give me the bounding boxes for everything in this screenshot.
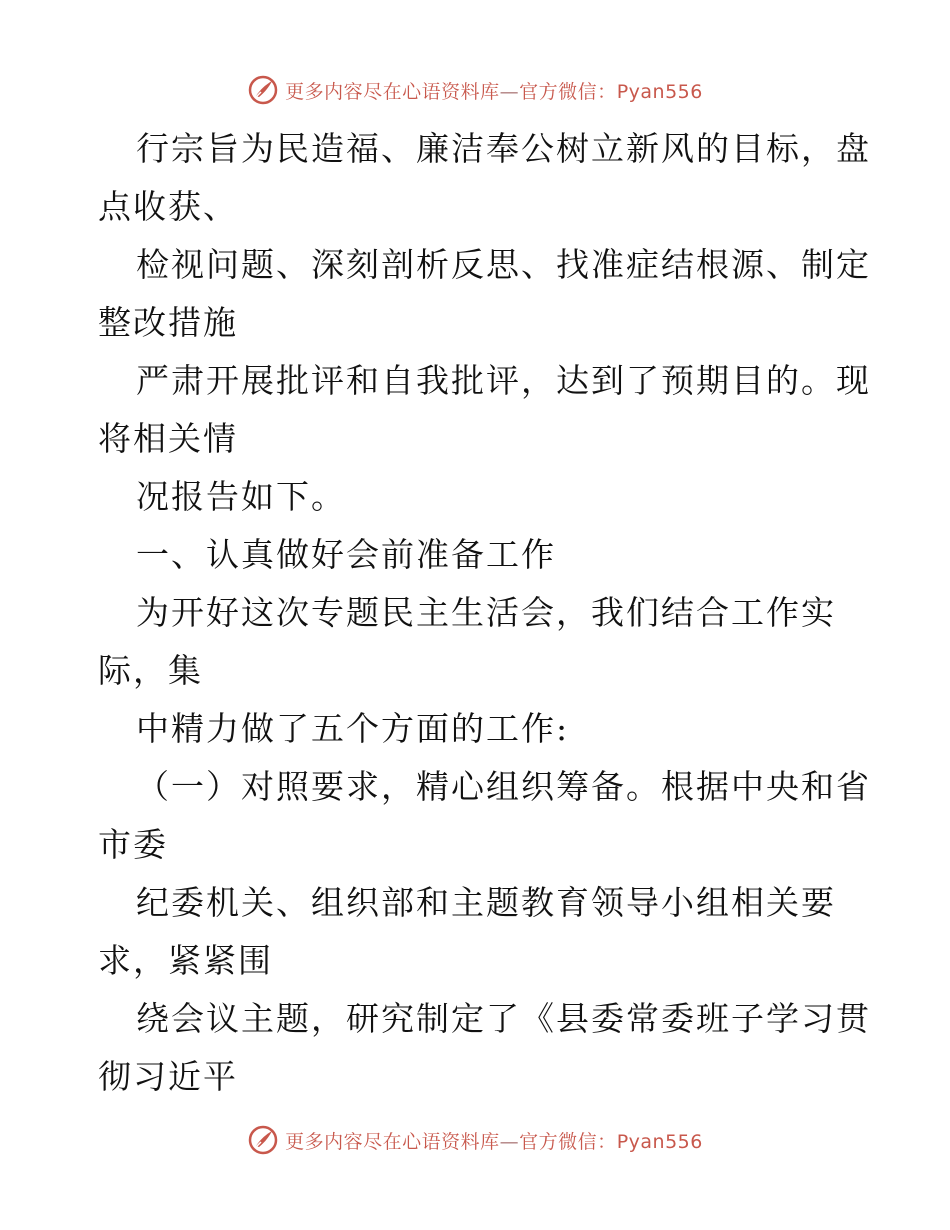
paragraph-line: 彻习近平	[98, 1057, 238, 1096]
footer-watermark-banner	[0, 1120, 950, 1160]
header-banner-main: 更多内容尽在心语资料库	[285, 80, 500, 103]
paragraph-line: 整改措施	[98, 303, 238, 342]
header-banner-text	[285, 77, 703, 104]
paragraph-line: 况报告如下。	[136, 477, 346, 516]
paragraph-line: （一）对照要求，精心组织筹备。根据中央和省	[136, 767, 871, 806]
paragraph-line: 市委	[98, 825, 168, 864]
paragraph-line: 纪委机关、组织部和主题教育领导小组相关要	[136, 883, 836, 922]
paragraph-line: 行宗旨为民造福、廉洁奉公树立新风的目标，盘	[136, 129, 871, 168]
quill-logo-icon	[247, 1124, 279, 1156]
paragraph-line: 检视问题、深刻剖析反思、找准症结根源、制定	[136, 245, 871, 284]
paragraph-line: 将相关情	[98, 419, 238, 458]
paragraph-line: 严肃开展批评和自我批评，达到了预期目的。现	[136, 361, 871, 400]
header-banner-wechat: 官方微信：	[519, 80, 617, 103]
header-banner-separator: —	[499, 80, 520, 103]
paragraph-line: 绕会议主题，研究制定了《县委常委班子学习贯	[136, 999, 871, 1038]
paragraph-line: 一、认真做好会前准备工作	[136, 535, 556, 574]
footer-banner-handle: Pyan556	[616, 1130, 703, 1153]
paragraph-line: 中精力做了五个方面的工作:	[136, 709, 570, 748]
paragraph-line: 点收获、	[98, 187, 238, 226]
paragraph-line: 为开好这次专题民主生活会，我们结合工作实	[136, 593, 836, 632]
quill-logo-icon	[247, 74, 279, 106]
footer-banner-wechat: 官方微信：	[519, 1130, 617, 1153]
footer-banner-text	[285, 1127, 703, 1154]
header-watermark-banner	[0, 70, 950, 110]
paragraph-line: 求，紧紧围	[98, 941, 273, 980]
header-banner-handle: Pyan556	[616, 80, 703, 103]
footer-banner-separator: —	[499, 1130, 520, 1153]
paragraph-line: 际，集	[98, 651, 203, 690]
document-body	[98, 120, 871, 1106]
footer-banner-main: 更多内容尽在心语资料库	[285, 1130, 500, 1153]
